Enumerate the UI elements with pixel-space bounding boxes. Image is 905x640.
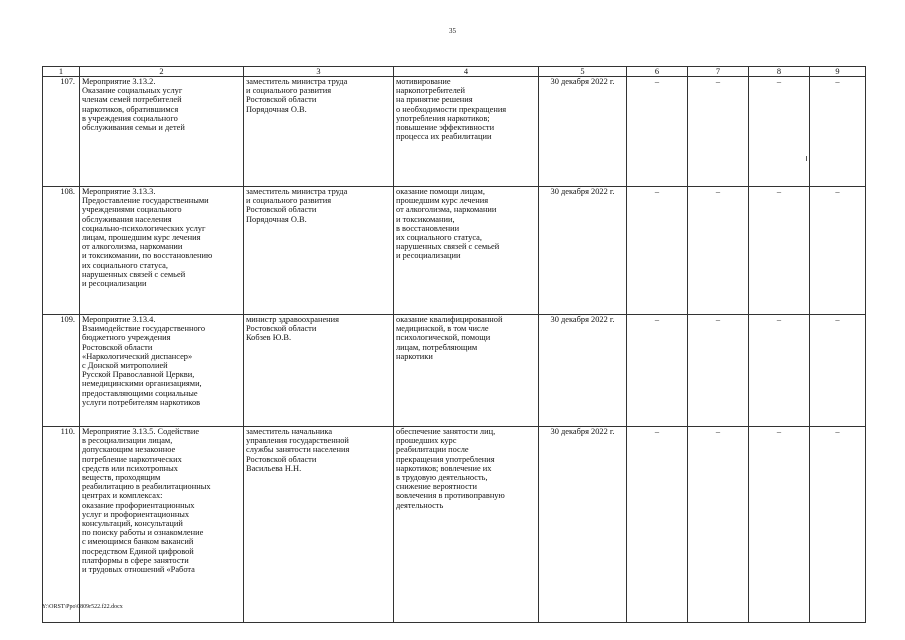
row-number: 107. xyxy=(43,77,80,187)
value-cell: – xyxy=(627,187,688,315)
page-number: 35 xyxy=(449,27,456,35)
measures-table xyxy=(42,66,866,623)
responsible-cell: заместитель министра труда и социального развития Ростовской области Порядочная О.В. xyxy=(244,187,394,315)
value-cell: – xyxy=(749,427,810,623)
header-cell: 3 xyxy=(244,67,394,77)
header-cell: 1 xyxy=(43,67,80,77)
value-cell: – xyxy=(810,187,866,315)
date-cell: 30 декабря 2022 г. xyxy=(539,315,627,427)
value-cell: – xyxy=(627,77,688,187)
value-cell: – xyxy=(688,187,749,315)
value-cell: – xyxy=(688,315,749,427)
responsible-cell: министр здравоохранения Ростовской области Кобзев Ю.В. xyxy=(244,315,394,427)
table-row xyxy=(43,77,866,187)
result-cell: мотивирование наркопотребителей на принятие решения о необходимости прекращения употребления наркотиков; повышение эффективности процесса их реабилитации xyxy=(394,77,539,187)
margin-mark xyxy=(806,156,807,161)
value-cell: – xyxy=(688,77,749,187)
result-cell: оказание квалифицированной медицинской, в том числе психологической, помощи лицам, потребляющим наркотики xyxy=(394,315,539,427)
measure-cell xyxy=(80,77,244,187)
value-cell: – xyxy=(810,77,866,187)
header-cell: 6 xyxy=(627,67,688,77)
table-row xyxy=(43,315,866,427)
row-number: 110. xyxy=(43,427,80,623)
header-cell: 9 xyxy=(810,67,866,77)
file-path-footer: Y:\ORST\Ppo\0809r522.f22.docx xyxy=(42,604,123,610)
header-cell: 5 xyxy=(539,67,627,77)
row-number: 108. xyxy=(43,187,80,315)
header-row xyxy=(43,67,866,77)
value-cell: – xyxy=(688,427,749,623)
value-cell: – xyxy=(810,427,866,623)
measure-text: Мероприятие 3.13.2. Оказание социальных услуг членам семей потребителей наркотиков, обратившимся в учреждения социального обслуживания семьи и детей xyxy=(82,77,185,133)
table-row xyxy=(43,187,866,315)
measure-cell: Мероприятие 3.13.3. Предоставление государственными учреждениями социального обслуживания населения социально-психологических услуг лицам, прошедшим курс лечения от алкоголизма, наркомании и токсикомании, по восстановлению их социального статуса, нарушенных связей с семьей и ресоциализации xyxy=(80,187,244,315)
result-cell: обеспечение занятости лиц, прошедших курс реабилитации после прекращения употребления наркотиков; вовлечение их в трудовую деятельность, снижение вероятности вовлечения в противоправную деятельность xyxy=(394,427,539,623)
value-cell: – xyxy=(627,315,688,427)
date-cell: 30 декабря 2022 г. xyxy=(539,77,627,187)
result-cell: оказание помощи лицам, прошедшим курс лечения от алкоголизма, наркомании и токсикомании, в восстановлении их социального статуса, нарушенных связей с семьей и ресоциализации xyxy=(394,187,539,315)
value-cell: – xyxy=(810,315,866,427)
header-cell: 8 xyxy=(749,67,810,77)
value-cell: – xyxy=(749,77,810,187)
header-cell: 7 xyxy=(688,67,749,77)
value-cell: – xyxy=(627,427,688,623)
row-number: 109. xyxy=(43,315,80,427)
table-row xyxy=(43,427,866,623)
value-cell: – xyxy=(749,187,810,315)
responsible-cell: заместитель начальника управления государственной службы занятости населения Ростовской области Васильева Н.Н. xyxy=(244,427,394,623)
responsible-cell: заместитель министра труда и социального развития Ростовской области Порядочная О.В. xyxy=(244,77,394,187)
date-cell: 30 декабря 2022 г. xyxy=(539,427,627,623)
value-cell: – xyxy=(749,315,810,427)
date-cell: 30 декабря 2022 г. xyxy=(539,187,627,315)
header-cell: 4 xyxy=(394,67,539,77)
measure-cell: Мероприятие 3.13.4. Взаимодействие государственного бюджетного учреждения Ростовской области «Наркологический диспансер» с Донской митрополией Русской Православной Церкви, немедицинскими организациями, предоставляющими социальные услуги потребителям наркотиков xyxy=(80,315,244,427)
measure-cell: Мероприятие 3.13.5. Содействие в ресоциализации лицам, допускающим незаконное потребление наркотических средств или психотропных веществ, проходящим реабилитацию в реабилитационных центрах и комплексах: оказание профориентационных услуг и профориентационных консультаций, консультаций по поиску работы и ознакомление с имеющимся банком вакансий посредством Единой цифровой платформы в сфере занятости и трудовых отношений «Работа xyxy=(80,427,244,623)
header-cell: 2 xyxy=(80,67,244,77)
